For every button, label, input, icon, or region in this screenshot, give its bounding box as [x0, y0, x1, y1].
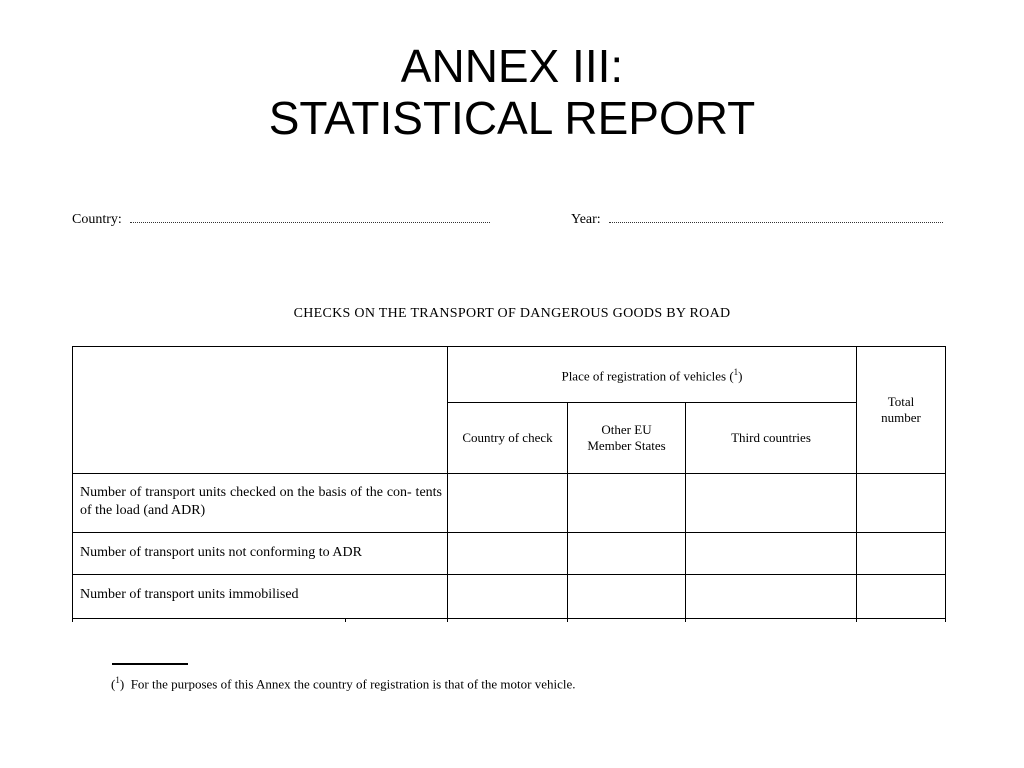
header-bottom-line: [72, 473, 946, 474]
footnote: ($^1$) For the purposes of this Annex the country of registration is that of the motor vehicle.: [111, 675, 576, 692]
footnote-marker: 1: [115, 675, 120, 685]
row-divider-2: [72, 574, 946, 575]
statistics-table: [72, 346, 946, 622]
country-label: Country:: [72, 212, 122, 227]
row-divider-3: [72, 618, 946, 619]
year-label: Year:: [571, 212, 601, 227]
col-header-total-number: Total number: [881, 394, 921, 425]
year-field: [571, 212, 943, 228]
col-header-third-countries: Third countries: [731, 430, 811, 445]
col-divider-row4: [345, 618, 346, 622]
group-header-text: Place of registration of vehicles: [561, 368, 727, 384]
group-header-footnote-marker: 1: [733, 367, 739, 378]
row-label-not-conforming: Number of transport units not conforming to ADR: [80, 545, 362, 560]
footnote-rule: [112, 663, 188, 665]
title-line-1: ANNEX III:: [400, 40, 624, 92]
row-divider-1: [72, 532, 946, 533]
country-fill-line: [130, 212, 490, 223]
table-heading: CHECKS ON THE TRANSPORT OF DANGEROUS GOODS BY ROAD: [293, 306, 731, 321]
row-label-checked: Number of transport units checked on the basis of the con- tents of the load (and ADR): [80, 485, 442, 518]
col-header-other-eu: Other EU Member States: [587, 422, 666, 453]
table-border-left: [72, 346, 73, 622]
country-field: [72, 212, 490, 228]
row-label-immobilised: Number of transport units immobilised: [80, 587, 299, 602]
year-fill-line: [609, 212, 943, 223]
title-line-2: STATISTICAL REPORT: [268, 92, 756, 144]
slide-title: [0, 40, 1024, 144]
group-header: Place of registration of vehicles ($^1$): [561, 367, 743, 384]
col-header-country-of-check: Country of check: [462, 430, 553, 445]
footnote-text: For the purposes of this Annex the country of registration is that of the motor vehicle.: [130, 676, 576, 692]
table-border-right: [945, 346, 946, 622]
